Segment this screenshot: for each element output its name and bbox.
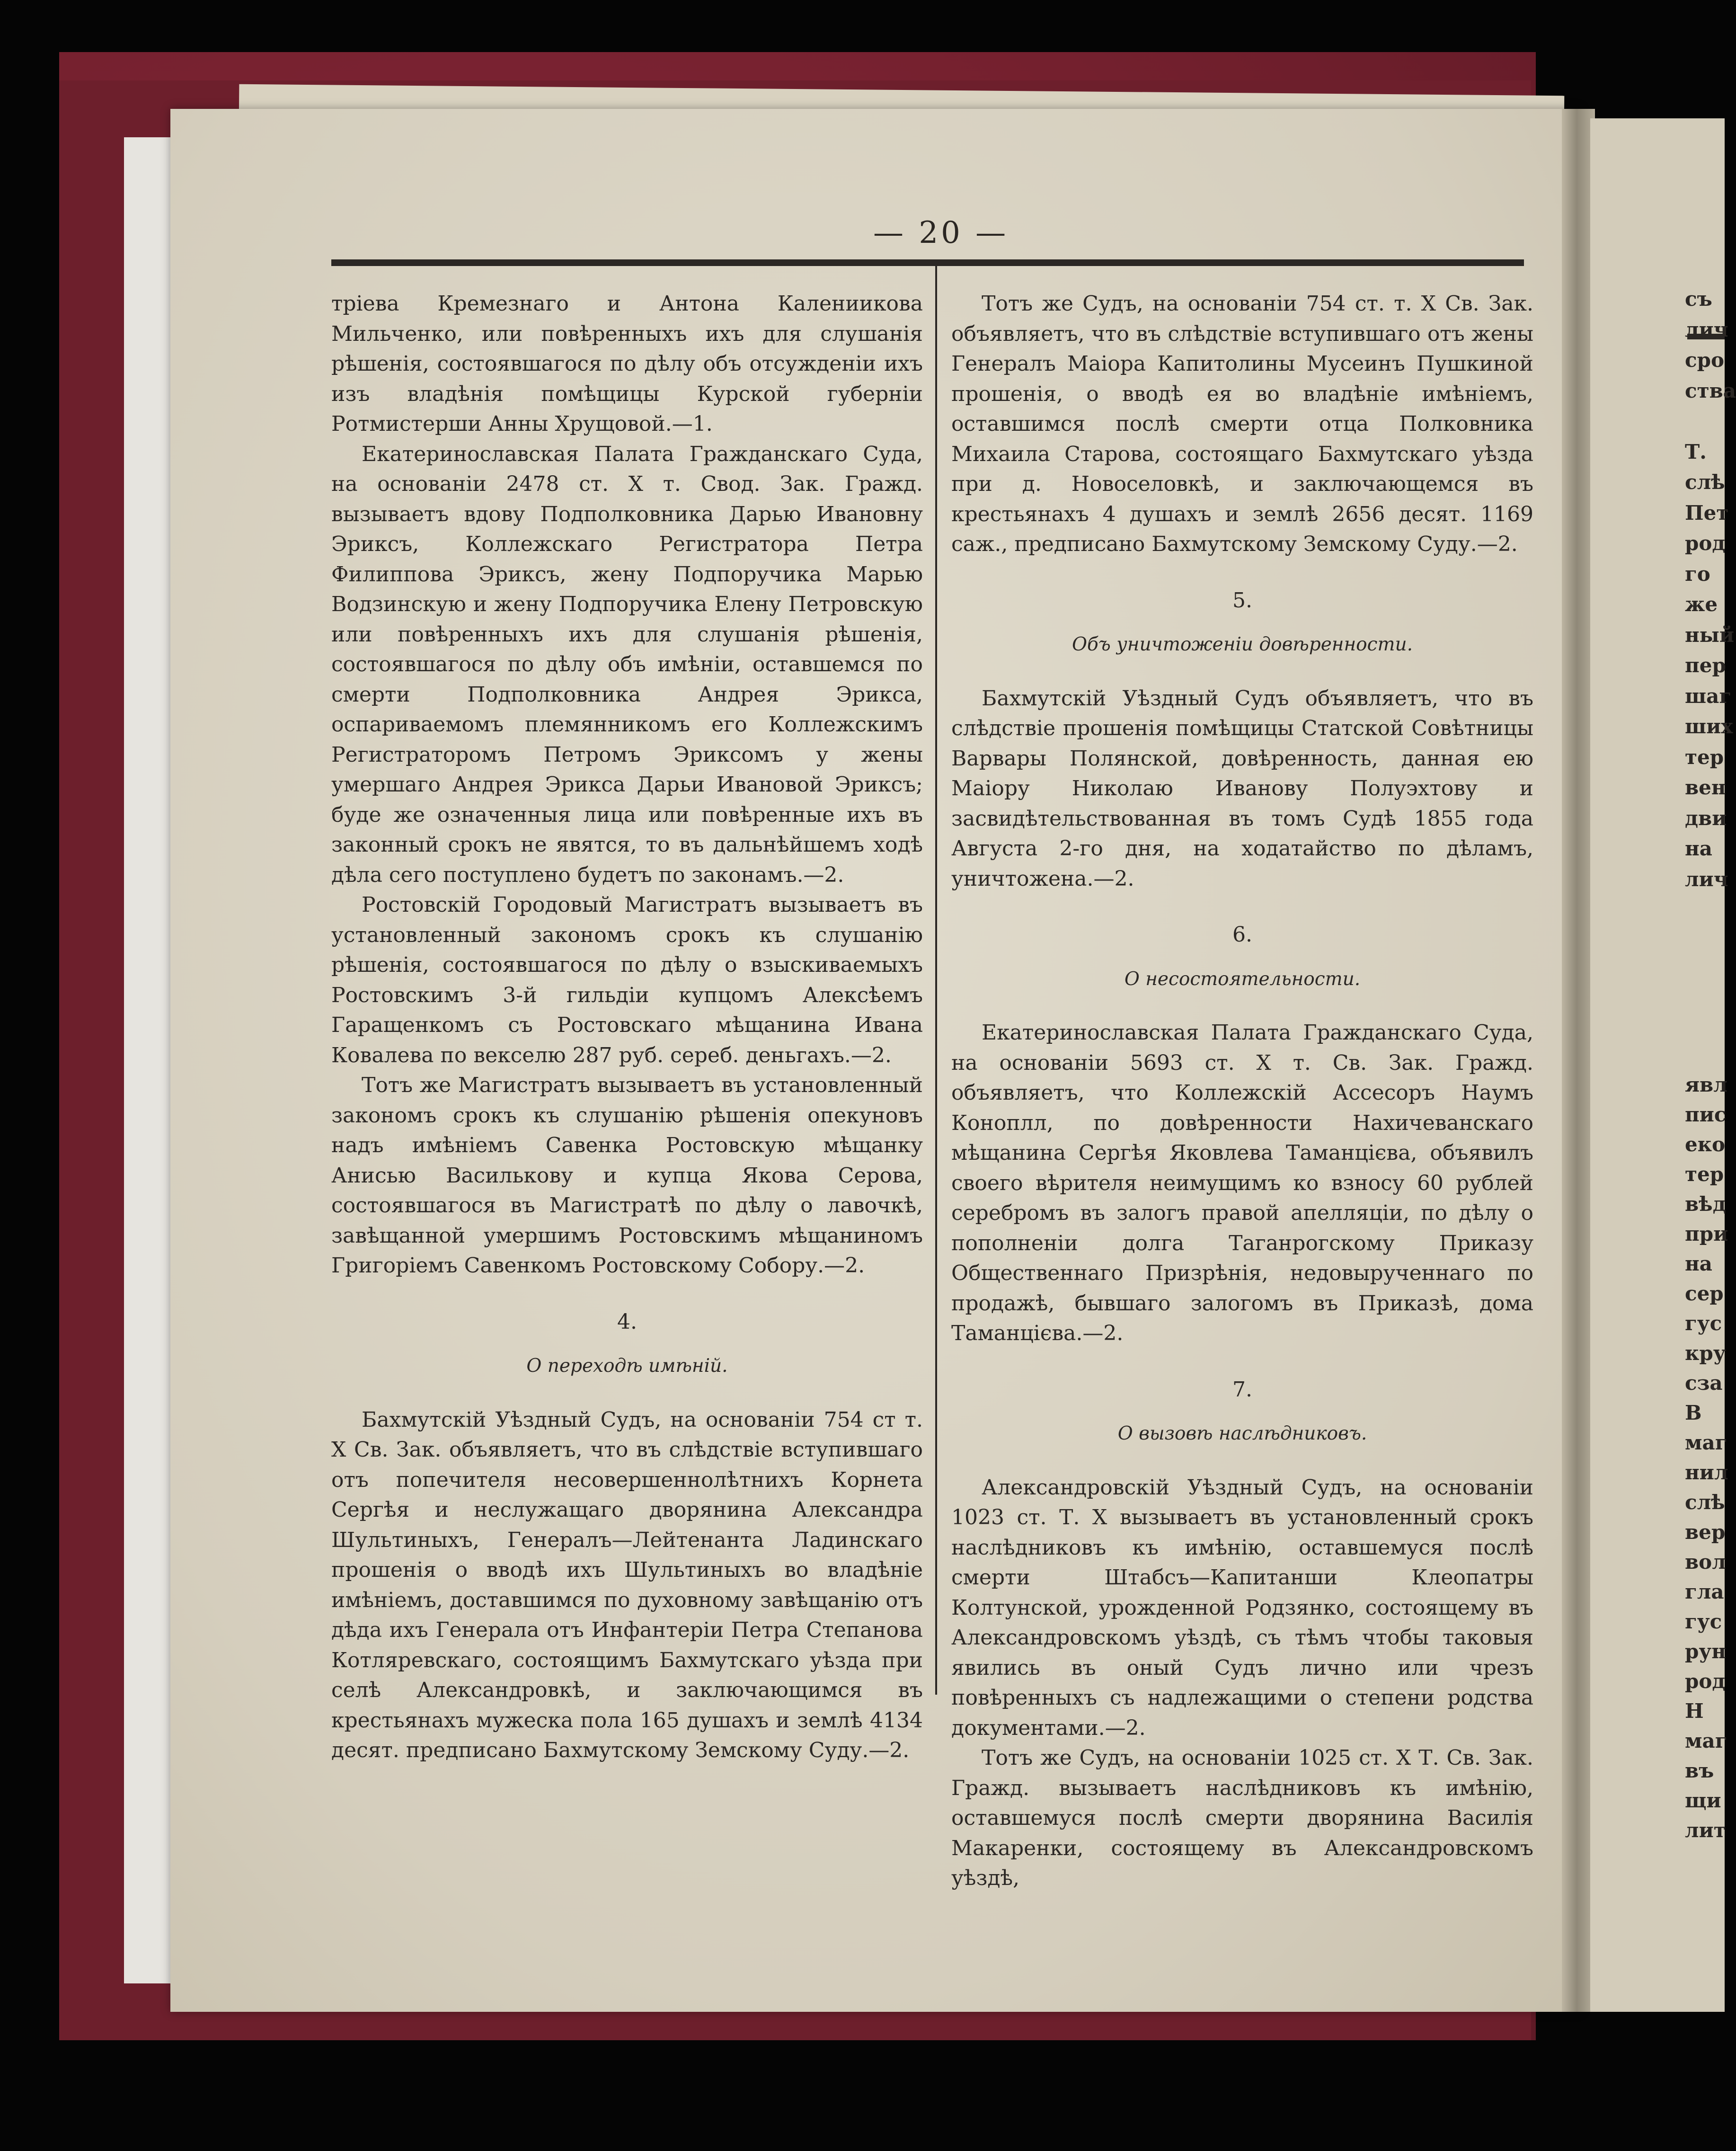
section-title: О вызовѣ наслѣдниковъ. [1117, 1423, 1367, 1444]
text-fragment: дви [1685, 806, 1727, 830]
text-fragment: рун [1685, 1640, 1726, 1663]
text-fragment: же [1685, 593, 1718, 616]
text-fragment: пис [1685, 1103, 1727, 1126]
section-title: О переходѣ имѣній. [526, 1355, 728, 1377]
text-fragment: лич [1685, 318, 1728, 341]
section-title: Объ уничтоженіи довѣренности. [1072, 634, 1413, 655]
text-fragment: слѣ [1685, 471, 1725, 494]
text-fragment: маг [1685, 1729, 1727, 1752]
text-fragment: гус [1685, 1312, 1722, 1335]
paragraph: Бахмутскій Уѣздный Судъ объявляетъ, что въ слѣдствіе прошенія помѣщицы Статской Совѣтницы Варвары Полянской, довѣренность, данная ею Маіору Николаю Иванову Полуэхтову и засвидѣтельствованная въ томъ Судѣ 1855 года Августа 2-го дня, на ходатайство по дѣламъ, уничтожена.—2. [951, 686, 1533, 891]
text-fragment: шаг [1685, 684, 1732, 708]
paragraph: Александровскій Уѣздный Судъ, на основаніи 1023 ст. Т. X вызываетъ въ установленный срокъ наслѣдниковъ къ имѣнію, оставшемуся послѣ смерти Штабсъ—Капитанши Клеопатры Колтунской, урожденной Родзянко, состоящему въ Александровскомъ уѣздѣ, съ тѣмъ чтобы таковыя явились въ оный Судъ лично или чрезъ повѣренныхъ съ надлежащими о степени родства документами.—2. [951, 1475, 1533, 1740]
text-fragment: сер [1685, 1282, 1724, 1305]
text-fragment: лит [1685, 1819, 1726, 1842]
text-fragment [1685, 406, 1725, 437]
header-rule [331, 259, 1524, 266]
text-fragment: Т. [1685, 440, 1707, 463]
text-fragment: щи [1685, 1789, 1721, 1812]
paragraph: Бахмутскій Уѣздный Судъ, на основаніи 754 ст т. X Св. Зак. объявляетъ, что въ слѣдствіе вступившаго отъ попечителя несовершеннолѣтнихъ Корнета Сергѣя и неслужащаго дворянина Александра Шультиныхъ, Генералъ—Лейтенанта Ладинскаго прошенія о вводѣ ихъ Шультиныхъ во владѣніе имѣніемъ, доставшимся по духовному завѣщанію отъ дѣда ихъ Генерала отъ Инфантеріи Петра Степанова Котляревскаго, состоящимъ Бахмутскаго уѣзда при селѣ Александровкѣ, и заключающимся въ крестьянахъ мужеска пола 165 душахъ и землѣ 4134 десят. предписано Бахмутскому Земскому Суду.—2. [331, 1407, 923, 1762]
column-divider [935, 265, 937, 1695]
text-fragment: гус [1685, 1610, 1722, 1633]
text-fragment: род [1685, 532, 1726, 555]
text-fragment: нил [1685, 1461, 1728, 1484]
right-column [951, 289, 1533, 1893]
text-fragment: съ [1685, 287, 1712, 311]
text-fragment: лич [1685, 867, 1728, 891]
section-number: 5. [1232, 588, 1252, 613]
paragraph: Тотъ же Судъ, на основаніи 754 ст. т. X Св. Зак. объявляетъ, что въ слѣдствіе вступившаго отъ жены Генералъ Маіора Капитолины Мусеинъ Пушкиной прошенія, о вводѣ ея во владѣніе имѣніемъ, оставшимся послѣ смерти отца Полковника Михаила Старова, состоящаго Бахмутскаго уѣзда при д. Новоселовкѣ, и заключающемся въ крестьянахъ 4 душахъ и землѣ 2656 десят. 1169 саж., предписано Бахмутскому Земскому Суду.—2. [951, 292, 1533, 556]
text-fragment: на [1685, 837, 1712, 860]
facing-page-text-bottom [1685, 1070, 1728, 1845]
page-number: — 20 — [873, 215, 1009, 250]
section-number: 6. [1232, 923, 1252, 947]
text-fragment: маг [1685, 1431, 1727, 1454]
text-fragment: гла [1685, 1580, 1724, 1603]
text-fragment: ших [1685, 715, 1733, 738]
section-number: 4. [617, 1309, 637, 1334]
paragraph: Екатеринославская Палата Гражданскаго Суда, на основаніи 5693 ст. X т. Св. Зак. Гражд. объявляетъ, что Коллежскій Ассесоръ Наумъ Коноплл, по довѣренности Нахичеванскаго мѣщанина Сергѣя Яковлева Таманцієва, объявилъ своего вѣрителя неимущимъ ко взносу 60 рублей серебромъ въ залогъ правой апелляціи, по дѣлу о пополненіи долга Таганрогскому Приказу Общественнаго Призрѣнія, недовырученнаго по продажѣ, бывшаго залогомъ въ Приказѣ, дома Таманцієва.—2. [951, 1021, 1533, 1345]
paragraph: Екатеринославская Палата Гражданскаго Суда, на основаніи 2478 ст. X т. Свод. Зак. Гражд. вызываетъ вдову Подполковника Дарью Ивановну Эриксъ, Коллежскаго Регистратора Петра Филиппова Эриксъ, жену Подпоручика Марью Водзинскую и жену Подпоручика Елену Петровскую или повѣренныхъ ихъ для слушанія рѣшенія, состоявшагося по дѣлу объ имѣніи, оставшемся по смерти Подполковника Андрея Эрикса, оспариваемомъ племянникомъ его Коллежскимъ Регистраторомъ Петромъ Эриксомъ у жены умершаго Андрея Эрикса Дарьи Ивановой Эриксъ; буде же означенныя лица или повѣренные ихъ въ законный срокъ не явятся, то въ дальнѣйшемъ ходѣ дѣла сего поступлено будетъ по законамъ.—2. [331, 442, 923, 887]
text-fragment: вер [1685, 1520, 1726, 1544]
text-fragment: кру [1685, 1342, 1726, 1365]
facing-page-text-top [1685, 284, 1736, 895]
text-fragment: слѣ [1685, 1491, 1725, 1514]
text-fragment: го [1685, 562, 1710, 586]
paragraph: Тотъ же Судъ, на основаніи 1025 ст. X Т. Св. Зак. Гражд. вызываетъ наслѣдниковъ къ имѣнію, оставшемуся послѣ смерти дворянина Василія Макаренки, состоящему въ Александровскомъ уѣздѣ, [951, 1746, 1533, 1890]
text-fragment: еко [1685, 1133, 1726, 1156]
text-fragment: на [1685, 1252, 1712, 1275]
text-fragment: Пет [1685, 501, 1729, 524]
text-fragment: пер [1685, 654, 1726, 677]
text-fragment: явл [1685, 1073, 1727, 1096]
text-fragment: сза [1685, 1371, 1723, 1395]
section-number: 7. [1232, 1377, 1252, 1402]
paragraph: тріева Кремезнаго и Антона Калениикова Мильченко, или повѣренныхъ ихъ для слушанія рѣшенія, состоявшагося по дѣлу объ отсужденіи ихъ изъ владѣнія помѣщицы Курской губерніи Ротмистерши Анны Хрущовой.—1. [331, 292, 923, 436]
text-fragment: въ [1685, 1759, 1714, 1782]
text-fragment: род [1685, 1670, 1726, 1693]
text-fragment: В [1685, 1401, 1702, 1424]
left-column [331, 289, 923, 1766]
text-fragment: вол [1685, 1550, 1726, 1573]
section-title: О несостоятельности. [1124, 968, 1361, 990]
text-fragment: ный [1685, 623, 1734, 647]
text-fragment: ства [1685, 379, 1736, 402]
text-fragment: тер [1685, 745, 1724, 769]
text-fragment: при [1685, 1222, 1728, 1245]
paragraph: Ростовскій Городовый Магистратъ вызываетъ въ установленный закономъ срокъ къ слушанію рѣшенія, состоявшагося по дѣлу о взыскиваемыхъ Ростовскимъ 3-й гильдіи купцомъ Алексѣемъ Гаращенкомъ съ Ростовскаго мѣщанина Ивана Ковалева по векселю 287 руб. сереб. деньгахъ.—2. [331, 893, 923, 1067]
text-fragment: вен [1685, 776, 1726, 799]
text-fragment: сро [1685, 348, 1724, 372]
text-fragment: Н [1685, 1699, 1704, 1723]
text-fragment: тер [1685, 1163, 1724, 1186]
text-fragment: вѣд [1685, 1192, 1726, 1216]
paragraph: Тотъ же Магистратъ вызываетъ въ установленный закономъ срокъ къ слушанію рѣшенія опекуновъ надъ имѣніемъ Савенка Ростовскую мѣщанку Анисью Василькову и купца Якова Серова, состоявшагося въ Магистратѣ по дѣлу о лавочкѣ, завѣщанной умершимъ Ростовскимъ мѣщаниномъ Григоріемъ Савенкомъ Ростовскому Собору.—2. [331, 1073, 923, 1278]
